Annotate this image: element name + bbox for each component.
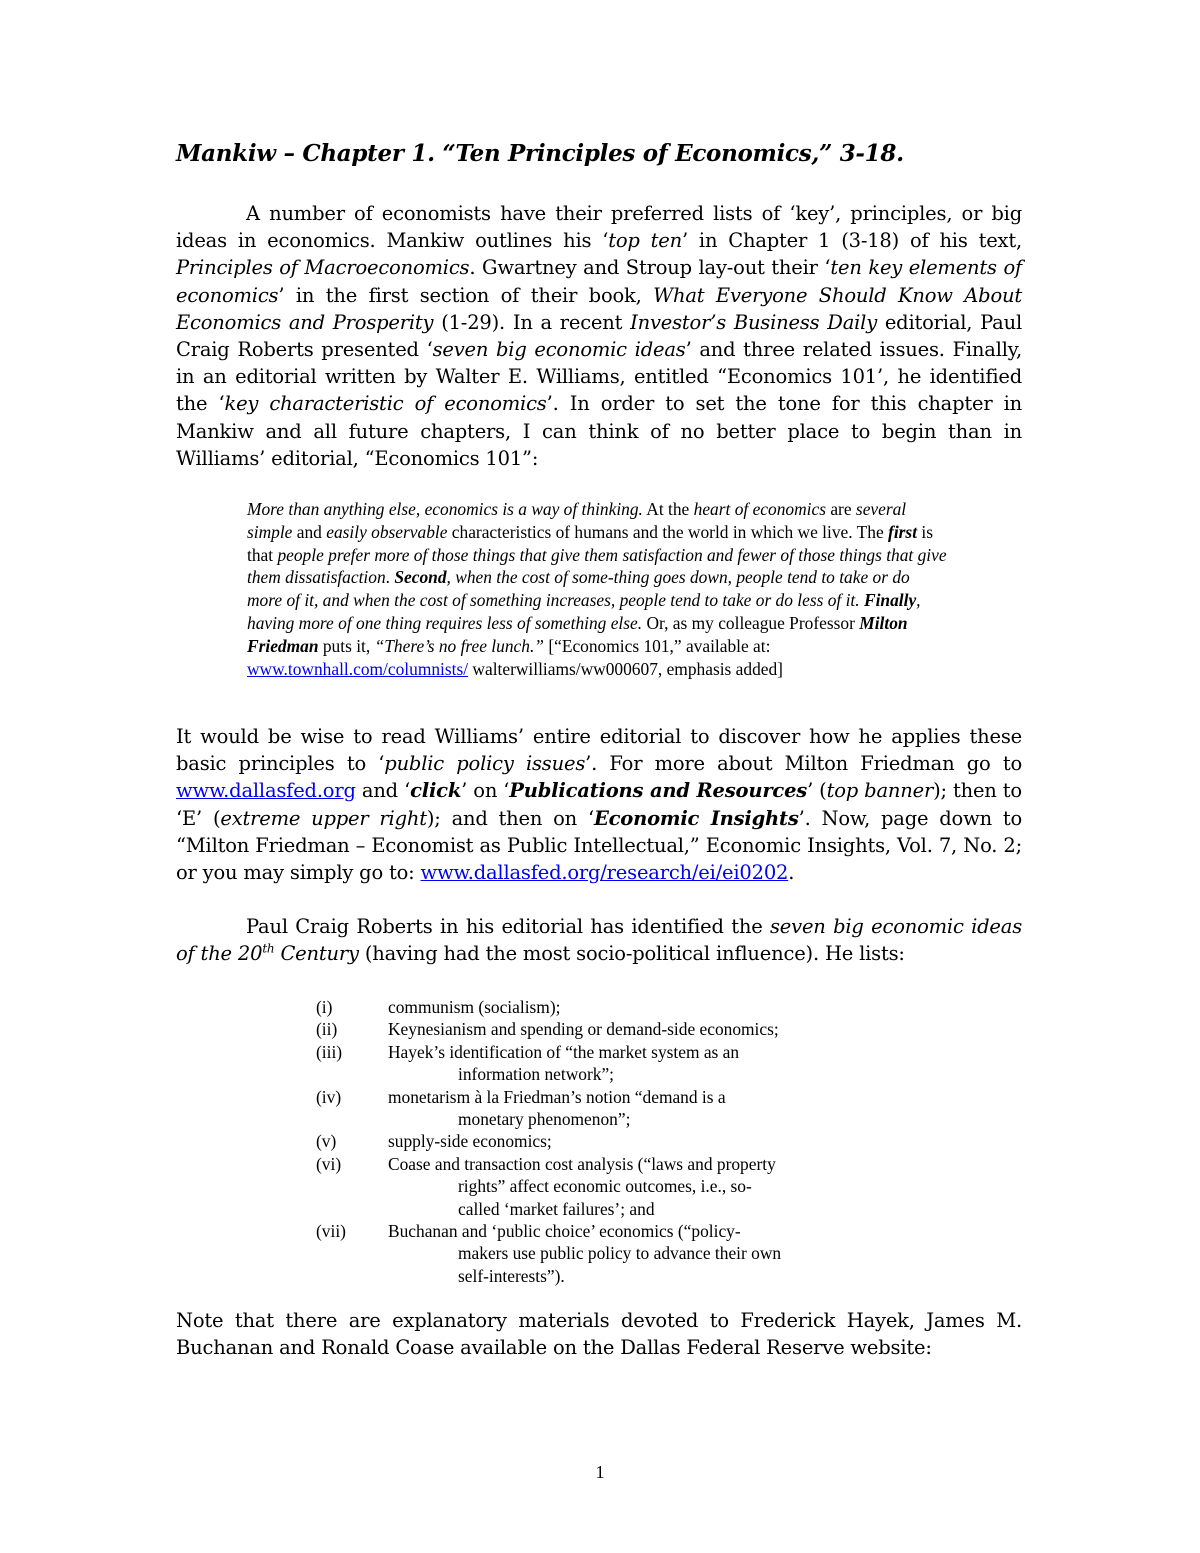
big-ideas-list [316, 996, 876, 1287]
list-number: (vi) [316, 1153, 342, 1174]
dallasfed-ei0202-link[interactable]: www.dallasfed.org/research/ei/ei0202 [420, 861, 789, 885]
list-number: (iii) [316, 1041, 343, 1062]
list-item [316, 1041, 876, 1086]
roberts-paragraph [176, 913, 1022, 967]
text-run: Paul Craig Roberts in his editorial has identified the [246, 915, 770, 938]
text-run: ’ in Chapter 1 (3-18) of his text, [681, 229, 1022, 253]
text-run: It would be wise to read Williams’ entire editorial to discover how he applies these basic principles to ‘ [176, 725, 1022, 776]
text-run: ’ and three related issues. Finally, in an editorial written by Walter E. Williams, entitled “Economics 101’, he identified the ‘ [176, 338, 1022, 416]
townhall-link[interactable]: www.townhall.com/columnists/ [247, 658, 469, 679]
list-line: self-interests”). [458, 1265, 565, 1286]
emphasis-run: Second [394, 567, 447, 588]
italic-run: seven big economic ideas of the 20 [176, 915, 1023, 966]
text-run: (having had the most socio-political influence). He lists: [358, 942, 905, 966]
text-run: ’ on ‘ [461, 779, 510, 803]
text-run: and [292, 521, 327, 542]
intro-paragraph [176, 200, 1022, 472]
list-number: (v) [316, 1131, 337, 1152]
list-line: Keynesianism and spending or demand-side economics; [388, 1019, 779, 1040]
dallasfed-link[interactable]: www.dallasfed.org [176, 779, 356, 803]
italic-run: public policy issues [384, 752, 586, 776]
list-item [316, 1130, 876, 1152]
publication-title: Investor’s Business Daily [630, 310, 878, 334]
list-item [316, 1086, 876, 1131]
list-number: (vii) [316, 1221, 346, 1242]
emphasis-run: first [888, 521, 918, 542]
closing-paragraph: Note that there are explanatory materials devoted to Frederick Hayek, James M. Buchanan and Ronald Coase available on the Dallas Federal Reserve website: [176, 1309, 1022, 1360]
text-run: ); and then on ‘ [426, 806, 594, 830]
list-item-text [388, 996, 876, 1018]
italic-run: people prefer more of those things that give them satisfaction and fewer of those things that give them dissatisfaction [247, 544, 947, 588]
emphasis-run: click [410, 779, 462, 803]
text-run: walterwilliams/ww000607, emphasis added] [468, 658, 783, 679]
list-item [316, 1220, 876, 1287]
text-run: [“Economics 101,” available at: [543, 635, 771, 656]
italic-run: , when the cost of some-thing goes down, people tend to take or do more of it, and when the cost of something increases, people tend to take or do less of it. [247, 567, 910, 611]
italic-run: top banner [826, 779, 934, 803]
text-run: . Gwartney and Stroup lay-out their ‘ [469, 256, 831, 280]
list-line: supply-side economics; [388, 1131, 552, 1152]
list-line: monetarism à la Friedman’s notion “demand is a [388, 1086, 726, 1107]
text-run: At the [642, 499, 694, 519]
list-item-text [388, 1153, 876, 1220]
text-run: puts it, [318, 635, 375, 656]
list-line: Buchanan and ‘public choice’ economics (“policy- [388, 1221, 741, 1242]
italic-run: top ten [608, 229, 682, 253]
superscript: th [262, 941, 275, 956]
block-quote [247, 498, 947, 680]
list-number: (ii) [316, 1019, 338, 1040]
text-run: . [788, 861, 795, 885]
list-item-text [388, 1041, 876, 1086]
list-line: monetary phenomenon”; [458, 1109, 631, 1130]
italic-run: “There’s no free lunch.” [374, 635, 544, 656]
italic-run: several simple [247, 499, 907, 542]
text-run: characteristics of humans and the world in which we live. The [447, 521, 889, 542]
text-run: . [385, 567, 395, 588]
list-line: called ‘market failures’; and [458, 1198, 655, 1219]
book-title: Principles of Macroeconomics [176, 256, 470, 280]
list-line: Coase and transaction cost analysis (“laws and property [388, 1153, 776, 1174]
text-run: ); then to ‘E’ ( [176, 779, 1022, 830]
italic-run: seven big economic ideas [432, 338, 686, 362]
list-number: (iv) [316, 1086, 342, 1107]
list-item-text [388, 1130, 876, 1152]
emphasis-run: Publications and Resources [509, 779, 808, 803]
italic-run: key characteristic of economics [224, 392, 547, 416]
list-line: Hayek’s identification of “the market system as an [388, 1041, 740, 1062]
text-run: ’ in the first section of their book, [278, 283, 654, 307]
list-item [316, 1018, 876, 1040]
italic-run: Century [274, 942, 359, 966]
text-run: is that [247, 521, 933, 565]
list-item [316, 1153, 876, 1220]
list-line: communism (socialism); [388, 997, 561, 1017]
list-line: rights” affect economic outcomes, i.e., so- [458, 1176, 752, 1197]
text-run: (1-29). In a recent [433, 310, 631, 334]
text-run: are [825, 499, 856, 519]
page-number: 1 [595, 1462, 605, 1482]
text-run: and ‘ [355, 779, 411, 803]
emphasis-run: Milton Friedman [247, 612, 908, 656]
list-item-text [388, 1220, 876, 1287]
list-item-text [388, 1018, 876, 1040]
italic-run: heart of economics [693, 499, 826, 519]
friedman-paragraph [176, 723, 1022, 886]
list-item [316, 996, 876, 1018]
italic-run: , having more of one thing requires less of something else. [247, 590, 921, 633]
italic-run: extreme upper right [220, 806, 427, 830]
italic-run: easily observable [326, 521, 448, 542]
text-run: ’. In order to set the tone for this chapter in Mankiw and all future chapters, I can think of no better place to begin than in Williams’ editorial, “Economics 101”: [176, 392, 1022, 470]
text-run: ’ ( [807, 779, 827, 803]
list-number: (i) [316, 997, 333, 1017]
chapter-heading: Mankiw – Chapter 1. “Ten Principles of Economics,” 3-18. [176, 140, 904, 167]
book-title: What Everyone Should Know About Economics and Prosperity [176, 283, 1022, 334]
list-item-text [388, 1086, 876, 1131]
list-line: makers use public policy to advance their own [458, 1243, 782, 1264]
text-run: Or, as my colleague Professor [642, 612, 860, 633]
emphasis-run: Economic Insights [593, 806, 799, 830]
text-run: editorial, Paul Craig Roberts presented ‘ [176, 310, 1022, 362]
text-run: A number of economists have their preferred lists of ‘key’, principles, or big ideas in economics. Mankiw outlines his ‘ [176, 202, 1022, 253]
italic-run: ten key elements of economics [176, 256, 1023, 307]
emphasis-run: Finally [863, 590, 917, 611]
text-run: ’. For more about Milton Friedman go to [585, 752, 1023, 776]
list-line: information network”; [458, 1064, 614, 1085]
italic-run: More than anything else, economics is a way of thinking. [247, 499, 643, 519]
text-run: ’. Now, page down to “Milton Friedman – Economist as Public Intellectual,” Economic Insights, Vol. 7, No. 2; or you may simply go to: [176, 806, 1023, 885]
